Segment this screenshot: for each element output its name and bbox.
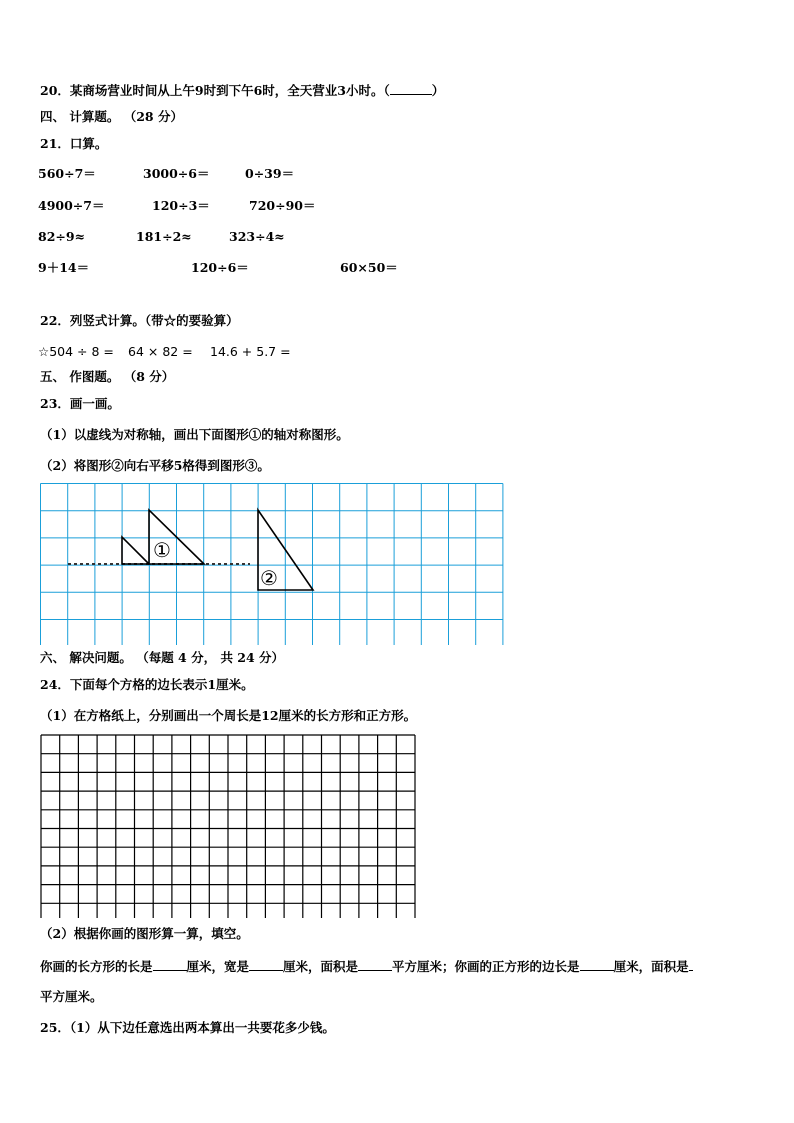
calc-item: 82÷9≈ <box>38 229 86 244</box>
calc-item: 181÷2≈ <box>136 229 192 244</box>
question-24-fill-end: 平方厘米。 <box>40 989 103 1004</box>
fill-text: 厘米，面积是 <box>613 959 689 974</box>
calc-item: 323÷4≈ <box>229 229 285 244</box>
calc-item: 720÷90＝ <box>249 198 316 213</box>
section-6-title: 六、 解决问题。 （每题 4 分， 共 24 分） <box>40 650 285 665</box>
answer-blank[interactable] <box>153 958 187 971</box>
vertical-calc-item: 14.6 + 5.7 = <box>210 344 291 359</box>
answer-blank[interactable] <box>249 958 283 971</box>
question-24-part2: （2）根据你画的图形算一算，填空。 <box>40 926 249 941</box>
fill-text: 你画的长方形的长是 <box>40 959 153 974</box>
question-20 <box>40 82 444 99</box>
question-21-title: 21．口算。 <box>40 136 108 151</box>
fill-text: 厘米，面积是 <box>283 959 359 974</box>
section-4-title: 四、 计算题。 （28 分） <box>40 109 183 124</box>
calc-item: 3000÷6＝ <box>143 166 210 181</box>
symmetry-grid[interactable] <box>40 483 506 645</box>
calc-item: 4900÷7＝ <box>38 198 105 213</box>
answer-blank[interactable] <box>358 958 392 971</box>
calc-item: 120÷6＝ <box>191 260 249 275</box>
question-22-title: 22．列竖式计算。（带☆的要验算） <box>40 313 239 328</box>
figure-1-label: ① <box>153 538 171 562</box>
square-grid[interactable] <box>40 734 418 918</box>
question-20-text: 20．某商场营业时间从上午9时到下午6时，全天营业3小时。（ <box>40 83 390 98</box>
vertical-calc-item: 64 × 82 = <box>128 344 193 359</box>
calc-item: 120÷3＝ <box>152 198 210 213</box>
answer-blank[interactable] <box>390 82 432 95</box>
question-20-close: ） <box>431 83 445 98</box>
question-24-part1: （1）在方格纸上，分别画出一个周长是12厘米的长方形和正方形。 <box>40 708 417 723</box>
answer-blank[interactable] <box>689 958 693 971</box>
figure-1-small-triangle <box>122 537 149 564</box>
grid-lines <box>41 735 415 918</box>
question-23-title: 23．画一画。 <box>40 396 120 411</box>
vertical-calc-item: ☆504 ÷ 8 = <box>38 344 114 359</box>
calc-item: 560÷7＝ <box>38 166 96 181</box>
answer-blank[interactable] <box>580 958 614 971</box>
fill-text: 平方厘米；你画的正方形的边长是 <box>392 959 580 974</box>
fill-text: 厘米，宽是 <box>186 959 250 974</box>
question-24-title: 24．下面每个方格的边长表示1厘米。 <box>40 677 254 692</box>
question-23-part2: （2）将图形②向右平移5格得到图形③。 <box>40 458 270 473</box>
section-5-title: 五、 作图题。 （8 分） <box>40 369 175 384</box>
grid-lines <box>41 484 503 646</box>
question-23-part1: （1）以虚线为对称轴，画出下面图形①的轴对称图形。 <box>40 427 349 442</box>
question-24-fill-line <box>40 958 693 975</box>
calc-item: 60×50＝ <box>340 260 398 275</box>
question-25-title: 25．（1）从下边任意选出两本算出一共要花多少钱。 <box>40 1020 335 1035</box>
calc-item: 0÷39＝ <box>245 166 295 181</box>
calc-item: 9＋14＝ <box>38 260 90 275</box>
figure-2-label: ② <box>260 566 278 590</box>
